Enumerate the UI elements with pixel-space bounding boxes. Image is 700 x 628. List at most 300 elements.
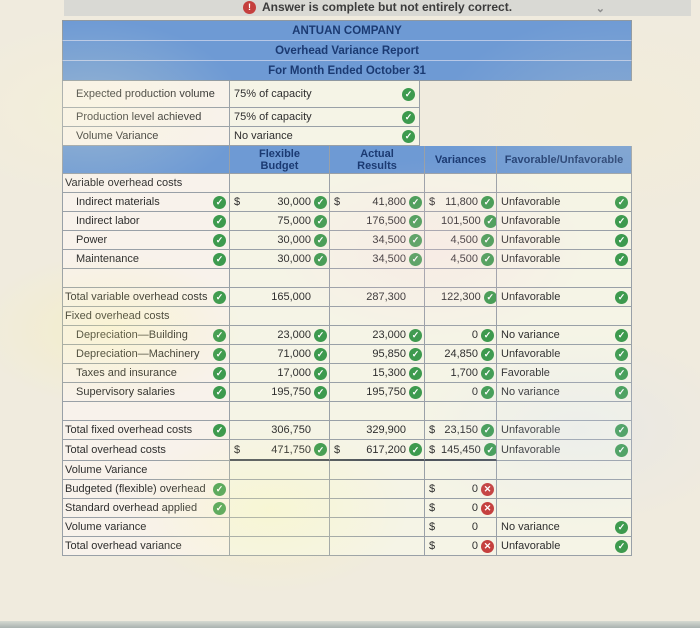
var-cell[interactable] bbox=[425, 440, 497, 461]
fb-cell[interactable] bbox=[230, 440, 330, 461]
section-row bbox=[62, 174, 632, 193]
check-icon: ✓ bbox=[314, 329, 327, 342]
var-cell[interactable] bbox=[425, 364, 497, 383]
var-cell[interactable] bbox=[425, 345, 497, 364]
dollar-sign: $ bbox=[429, 424, 436, 436]
fb-cell[interactable] bbox=[230, 250, 330, 269]
row-label: Taxes and insurance bbox=[76, 367, 177, 379]
check-icon: ✓ bbox=[409, 386, 422, 399]
cell-value: 34,500 bbox=[372, 253, 406, 265]
ar-cell bbox=[330, 537, 425, 556]
favorable-cell bbox=[497, 269, 632, 288]
item-row bbox=[62, 345, 632, 364]
fb-cell[interactable] bbox=[230, 212, 330, 231]
info-row bbox=[62, 81, 632, 108]
row-label: Indirect materials bbox=[76, 196, 160, 208]
dollar-sign: $ bbox=[429, 502, 436, 514]
dollar-sign: $ bbox=[334, 443, 341, 456]
report-period: For Month Ended October 31 bbox=[268, 64, 426, 77]
cell-value: 4,500 bbox=[450, 253, 478, 265]
check-icon: ✓ bbox=[213, 348, 226, 361]
var-cell[interactable] bbox=[425, 326, 497, 345]
check-icon: ✓ bbox=[213, 386, 226, 399]
cell-value: 145,450 bbox=[441, 443, 481, 456]
cell-value: 101,500 bbox=[441, 215, 481, 227]
var-cell[interactable] bbox=[425, 499, 497, 518]
cell-value: 11,800 bbox=[445, 196, 478, 208]
fav-value: No variance bbox=[501, 386, 560, 398]
check-icon: ✓ bbox=[615, 386, 628, 399]
check-icon: ✓ bbox=[615, 215, 628, 228]
check-icon: ✓ bbox=[481, 253, 494, 266]
report-title: Overhead Variance Report bbox=[275, 44, 419, 57]
section-row bbox=[62, 461, 632, 480]
check-icon: ✓ bbox=[615, 348, 628, 361]
row-label-cell bbox=[62, 250, 230, 269]
screen-bottom-edge bbox=[0, 621, 700, 628]
chevron-down-icon[interactable]: ⌄ bbox=[595, 3, 605, 15]
fav-value: No variance bbox=[501, 329, 560, 341]
row-label-cell bbox=[62, 402, 230, 421]
cell-value: 17,000 bbox=[277, 367, 311, 379]
item-row bbox=[62, 212, 632, 231]
report-body bbox=[62, 174, 632, 556]
row-label: Total overhead variance bbox=[65, 540, 182, 552]
ar-cell[interactable] bbox=[330, 364, 425, 383]
blank-row bbox=[62, 402, 632, 421]
fb-cell bbox=[230, 518, 330, 537]
fav-value: Unfavorable bbox=[501, 540, 561, 552]
total-row bbox=[62, 440, 632, 461]
row-label-cell bbox=[62, 231, 230, 250]
item-row bbox=[62, 383, 632, 402]
item-row bbox=[62, 193, 632, 212]
check-icon: ✓ bbox=[481, 196, 494, 209]
row-label: Variable overhead costs bbox=[65, 177, 183, 189]
var-cell[interactable] bbox=[425, 518, 497, 537]
check-icon: ✓ bbox=[615, 196, 628, 209]
fav-value: Unfavorable bbox=[501, 234, 561, 246]
var-cell[interactable] bbox=[425, 212, 497, 231]
item-row bbox=[62, 364, 632, 383]
cell-value: 24,850 bbox=[444, 348, 478, 360]
info-value: 75% of capacity bbox=[234, 88, 312, 100]
check-icon: ✓ bbox=[481, 367, 494, 380]
fav-value: Unfavorable bbox=[501, 424, 561, 436]
favorable-cell[interactable] bbox=[497, 326, 632, 345]
cell-value: 75,000 bbox=[277, 215, 311, 227]
var-cell bbox=[425, 461, 497, 480]
row-label: Supervisory salaries bbox=[76, 386, 176, 398]
var-cell[interactable] bbox=[425, 231, 497, 250]
fb-cell bbox=[230, 537, 330, 556]
check-icon: ✓ bbox=[481, 234, 494, 247]
row-label: Volume Variance bbox=[65, 464, 148, 476]
favorable-cell[interactable] bbox=[497, 231, 632, 250]
report-company-row bbox=[62, 20, 632, 41]
item-row bbox=[62, 231, 632, 250]
check-icon: ✓ bbox=[213, 196, 226, 209]
dollar-sign: $ bbox=[234, 443, 241, 456]
favorable-cell bbox=[497, 402, 632, 421]
fav-value: Favorable bbox=[501, 367, 550, 379]
header-label: Variances bbox=[434, 153, 487, 166]
check-icon: ✓ bbox=[314, 234, 327, 247]
row-label-cell bbox=[62, 326, 230, 345]
check-icon: ✓ bbox=[213, 483, 226, 496]
icon-placeholder bbox=[409, 291, 422, 304]
feedback-banner bbox=[64, 0, 691, 16]
report-company: ANTUAN COMPANY bbox=[292, 24, 402, 37]
cell-value: 23,150 bbox=[444, 424, 478, 436]
fb-cell[interactable] bbox=[230, 231, 330, 250]
cross-icon: ✕ bbox=[481, 502, 494, 515]
cell-value: 0 bbox=[471, 502, 478, 514]
fb-cell bbox=[230, 480, 330, 499]
var-cell[interactable] bbox=[425, 383, 497, 402]
cell-value: 23,000 bbox=[277, 329, 311, 341]
total-row bbox=[62, 288, 632, 307]
cell-value: 30,000 bbox=[277, 253, 311, 265]
check-icon: ✓ bbox=[213, 215, 226, 228]
cell-value: 0 bbox=[471, 386, 478, 398]
row-label-cell bbox=[62, 461, 230, 480]
row-label-cell bbox=[62, 518, 230, 537]
fb-cell[interactable] bbox=[230, 345, 330, 364]
check-icon: ✓ bbox=[615, 521, 628, 534]
ar-cell[interactable] bbox=[330, 383, 425, 402]
cell-value: 41,800 bbox=[372, 196, 406, 208]
fb-cell bbox=[230, 402, 330, 421]
fav-value: Unfavorable bbox=[501, 444, 561, 456]
row-label: Depreciation—Machinery bbox=[76, 348, 200, 360]
fb-cell bbox=[230, 461, 330, 480]
production-info-section bbox=[62, 81, 632, 146]
row-label-cell bbox=[62, 421, 230, 440]
check-icon: ✓ bbox=[213, 424, 226, 437]
favorable-cell[interactable] bbox=[497, 288, 632, 307]
ar-cell[interactable] bbox=[330, 288, 425, 307]
total-row bbox=[62, 421, 632, 440]
check-icon: ✓ bbox=[213, 253, 226, 266]
cell-value: 617,200 bbox=[366, 443, 406, 456]
cell-value: 30,000 bbox=[277, 234, 311, 246]
cell-value: 0 bbox=[471, 540, 478, 552]
fav-value: Unfavorable bbox=[501, 348, 561, 360]
info-value: No variance bbox=[234, 130, 293, 142]
var-cell bbox=[425, 269, 497, 288]
var-cell[interactable] bbox=[425, 421, 497, 440]
ar-cell[interactable] bbox=[330, 326, 425, 345]
row-label: Standard overhead applied bbox=[65, 502, 198, 514]
check-icon: ✓ bbox=[615, 253, 628, 266]
ar-cell[interactable] bbox=[330, 440, 425, 461]
check-icon: ✓ bbox=[314, 386, 327, 399]
check-icon: ✓ bbox=[409, 196, 422, 209]
fb-cell bbox=[230, 174, 330, 193]
header-label: Flexible Budget bbox=[259, 147, 300, 172]
fb-cell bbox=[230, 307, 330, 326]
column-header-row bbox=[62, 146, 632, 174]
cell-value: 306,750 bbox=[271, 424, 311, 436]
ar-cell[interactable] bbox=[330, 231, 425, 250]
favorable-cell[interactable] bbox=[497, 440, 632, 461]
header-label: Favorable/Unfavorable bbox=[504, 153, 624, 166]
calc-row bbox=[62, 537, 632, 556]
check-icon: ✓ bbox=[314, 215, 327, 228]
check-icon: ✓ bbox=[481, 329, 494, 342]
fav-value: Unfavorable bbox=[501, 196, 561, 208]
favorable-cell[interactable] bbox=[497, 364, 632, 383]
icon-placeholder bbox=[314, 291, 327, 304]
check-icon: ✓ bbox=[314, 253, 327, 266]
cell-value: 15,300 bbox=[372, 367, 406, 379]
check-icon: ✓ bbox=[615, 291, 628, 304]
check-icon: ✓ bbox=[615, 444, 628, 457]
ar-cell bbox=[330, 518, 425, 537]
row-label bbox=[63, 410, 229, 412]
fav-value: Unfavorable bbox=[501, 291, 561, 303]
ar-cell bbox=[330, 174, 425, 193]
check-icon: ✓ bbox=[615, 424, 628, 437]
row-label: Power bbox=[76, 234, 108, 246]
favorable-cell[interactable] bbox=[497, 383, 632, 402]
row-label-cell bbox=[62, 364, 230, 383]
fav-value: Unfavorable bbox=[501, 215, 561, 227]
check-icon: ✓ bbox=[409, 234, 422, 247]
favorable-cell[interactable] bbox=[497, 345, 632, 364]
cell-value: 195,750 bbox=[366, 386, 406, 398]
icon-placeholder bbox=[409, 424, 422, 437]
row-label-cell bbox=[62, 307, 230, 326]
fb-cell[interactable] bbox=[230, 193, 330, 212]
check-icon: ✓ bbox=[213, 329, 226, 342]
favorable-cell bbox=[497, 174, 632, 193]
header-actual-results bbox=[330, 146, 425, 174]
var-cell[interactable] bbox=[425, 193, 497, 212]
check-icon: ✓ bbox=[314, 367, 327, 380]
cross-icon: ✕ bbox=[481, 483, 494, 496]
cell-value: 95,850 bbox=[372, 348, 406, 360]
info-label: Expected production volume bbox=[76, 88, 215, 100]
var-cell[interactable] bbox=[425, 250, 497, 269]
info-value: 75% of capacity bbox=[234, 111, 312, 123]
calc-row bbox=[62, 518, 632, 537]
var-cell bbox=[425, 307, 497, 326]
cell-value: 176,500 bbox=[366, 215, 406, 227]
favorable-cell[interactable] bbox=[497, 250, 632, 269]
row-label: Total variable overhead costs bbox=[65, 291, 208, 303]
section-row bbox=[62, 307, 632, 326]
cell-value: 287,300 bbox=[366, 291, 406, 303]
var-cell[interactable] bbox=[425, 480, 497, 499]
dollar-sign: $ bbox=[429, 540, 436, 552]
cell-value: 195,750 bbox=[271, 386, 311, 398]
cell-value: 1,700 bbox=[450, 367, 478, 379]
calc-row bbox=[62, 480, 632, 499]
report-title-row bbox=[62, 41, 632, 61]
header-variances bbox=[425, 146, 497, 174]
favorable-cell[interactable] bbox=[497, 537, 632, 556]
header-favorable-unfavorable bbox=[497, 146, 632, 174]
check-icon: ✓ bbox=[409, 215, 422, 228]
item-row bbox=[62, 326, 632, 345]
dollar-sign: $ bbox=[429, 196, 436, 208]
cell-value: 71,000 bbox=[277, 348, 311, 360]
check-icon: ✓ bbox=[615, 329, 628, 342]
check-icon: ✓ bbox=[484, 291, 497, 304]
row-label-cell bbox=[62, 480, 230, 499]
row-label-cell bbox=[62, 499, 230, 518]
row-label: Total fixed overhead costs bbox=[65, 424, 193, 436]
header-flexible-budget bbox=[230, 146, 330, 174]
check-icon: ✓ bbox=[409, 367, 422, 380]
check-icon: ✓ bbox=[615, 234, 628, 247]
check-icon: ✓ bbox=[213, 234, 226, 247]
var-cell[interactable] bbox=[425, 288, 497, 307]
info-row bbox=[62, 127, 632, 146]
ar-cell bbox=[330, 269, 425, 288]
row-label-cell bbox=[62, 345, 230, 364]
fb-cell[interactable] bbox=[230, 421, 330, 440]
row-label-cell bbox=[62, 288, 230, 307]
check-icon: ✓ bbox=[481, 348, 494, 361]
cell-value: 122,300 bbox=[441, 291, 481, 303]
ar-cell[interactable] bbox=[330, 193, 425, 212]
cell-value: 34,500 bbox=[372, 234, 406, 246]
icon-placeholder bbox=[314, 424, 327, 437]
fb-cell bbox=[230, 269, 330, 288]
fb-cell[interactable] bbox=[230, 288, 330, 307]
cell-value: 471,750 bbox=[271, 443, 311, 456]
error-icon: ! bbox=[243, 1, 256, 14]
row-label bbox=[63, 277, 229, 279]
favorable-cell bbox=[497, 307, 632, 326]
item-row bbox=[62, 250, 632, 269]
check-icon: ✓ bbox=[615, 540, 628, 553]
check-icon: ✓ bbox=[213, 367, 226, 380]
dollar-sign: $ bbox=[334, 196, 341, 208]
row-label: Total overhead costs bbox=[65, 444, 166, 456]
row-label: Maintenance bbox=[76, 253, 139, 265]
info-label: Volume Variance bbox=[76, 130, 159, 142]
cell-value: 4,500 bbox=[450, 234, 478, 246]
ar-cell[interactable] bbox=[330, 250, 425, 269]
check-icon: ✓ bbox=[213, 291, 226, 304]
fb-cell[interactable] bbox=[230, 383, 330, 402]
favorable-cell[interactable] bbox=[497, 193, 632, 212]
cell-value: 23,000 bbox=[372, 329, 406, 341]
check-icon: ✓ bbox=[314, 348, 327, 361]
var-cell[interactable] bbox=[425, 537, 497, 556]
dollar-sign: $ bbox=[429, 443, 436, 456]
favorable-cell[interactable] bbox=[497, 212, 632, 231]
dollar-sign: $ bbox=[234, 196, 241, 208]
row-label: Fixed overhead costs bbox=[65, 310, 170, 322]
check-icon: ✓ bbox=[484, 215, 497, 228]
var-cell bbox=[425, 402, 497, 421]
cell-value: 30,000 bbox=[277, 196, 311, 208]
info-label-cell bbox=[62, 127, 230, 146]
ar-cell bbox=[330, 480, 425, 499]
favorable-cell bbox=[497, 461, 632, 480]
cell-value: 329,900 bbox=[366, 424, 406, 436]
favorable-cell bbox=[497, 499, 632, 518]
info-row bbox=[62, 108, 632, 127]
check-icon: ✓ bbox=[481, 386, 494, 399]
fav-value: No variance bbox=[501, 521, 560, 533]
var-cell bbox=[425, 174, 497, 193]
check-icon: ✓ bbox=[409, 253, 422, 266]
row-label-cell bbox=[62, 269, 230, 288]
info-value-cell[interactable] bbox=[230, 108, 420, 127]
row-label-cell bbox=[62, 440, 230, 461]
info-label-cell bbox=[62, 81, 230, 108]
row-label-cell bbox=[62, 537, 230, 556]
dollar-sign: $ bbox=[429, 521, 436, 533]
ar-cell[interactable] bbox=[330, 421, 425, 440]
info-label-cell bbox=[62, 108, 230, 127]
ar-cell bbox=[330, 402, 425, 421]
check-icon: ✓ bbox=[213, 502, 226, 515]
row-label-cell bbox=[62, 383, 230, 402]
check-icon: ✓ bbox=[481, 424, 494, 437]
header-empty-cell bbox=[62, 146, 230, 174]
row-label-cell bbox=[62, 174, 230, 193]
check-icon: ✓ bbox=[409, 329, 422, 342]
favorable-cell[interactable] bbox=[497, 421, 632, 440]
overhead-variance-report-table bbox=[62, 20, 632, 556]
favorable-cell bbox=[497, 480, 632, 499]
fb-cell[interactable] bbox=[230, 364, 330, 383]
row-label: Indirect labor bbox=[76, 215, 140, 227]
check-icon: ✓ bbox=[615, 367, 628, 380]
check-icon: ✓ bbox=[402, 130, 415, 143]
row-label: Depreciation—Building bbox=[76, 329, 188, 341]
check-icon: ✓ bbox=[484, 443, 497, 456]
icon-placeholder bbox=[481, 521, 494, 534]
ar-cell bbox=[330, 307, 425, 326]
check-icon: ✓ bbox=[402, 111, 415, 124]
ar-cell bbox=[330, 499, 425, 518]
info-value-cell[interactable] bbox=[230, 81, 420, 108]
cell-value: 165,000 bbox=[271, 291, 311, 303]
check-icon: ✓ bbox=[409, 443, 422, 456]
row-label: Budgeted (flexible) overhead bbox=[65, 483, 206, 495]
info-label: Production level achieved bbox=[76, 111, 202, 123]
fb-cell[interactable] bbox=[230, 326, 330, 345]
report-period-row bbox=[62, 61, 632, 81]
blank-row bbox=[62, 269, 632, 288]
fb-cell bbox=[230, 499, 330, 518]
header-label: Actual Results bbox=[357, 147, 397, 172]
info-value-cell[interactable] bbox=[230, 127, 420, 146]
ar-cell bbox=[330, 461, 425, 480]
fav-value: Unfavorable bbox=[501, 253, 561, 265]
cell-value: 0 bbox=[471, 483, 478, 495]
row-label-cell bbox=[62, 212, 230, 231]
cell-value: 0 bbox=[471, 521, 478, 533]
ar-cell[interactable] bbox=[330, 212, 425, 231]
favorable-cell[interactable] bbox=[497, 518, 632, 537]
row-label-cell bbox=[62, 193, 230, 212]
check-icon: ✓ bbox=[314, 443, 327, 456]
cell-value: 0 bbox=[471, 329, 478, 341]
check-icon: ✓ bbox=[409, 348, 422, 361]
calc-row bbox=[62, 499, 632, 518]
row-label: Volume variance bbox=[65, 521, 147, 533]
ar-cell[interactable] bbox=[330, 345, 425, 364]
